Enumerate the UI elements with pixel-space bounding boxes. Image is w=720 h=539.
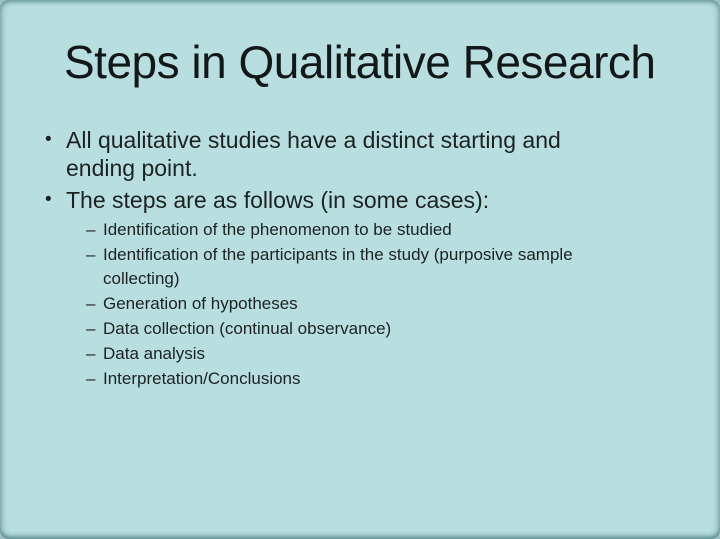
dash-icon: – [86,319,96,338]
dash-icon: – [86,369,96,388]
bullet-item [45,186,690,214]
sub-bullet-item [45,317,690,341]
dash-icon: – [86,294,96,313]
sub-bullet-item [45,367,690,391]
sub-bullet-item [45,243,690,291]
dash-icon: – [86,344,96,363]
sub-bullet-text: Identification of the phenomenon to be studied [103,220,452,239]
sub-bullet-item [45,342,690,366]
sub-bullet-text: Data analysis [103,344,206,363]
bullet-icon: • [45,189,52,210]
bullet-item [45,126,690,182]
sub-bullet-text: Interpretation/Conclusions [103,369,301,388]
bullet-list [45,126,690,392]
sub-bullet-item [45,292,690,316]
sub-bullet-item [45,218,690,242]
bullet-text: The steps are as follows (in some cases): [66,187,490,213]
bullet-icon: • [45,129,52,150]
dash-icon: – [86,245,96,264]
dash-icon: – [86,220,96,239]
sub-bullet-text: Data collection (continual observance) [103,319,392,338]
slide-title: Steps in Qualitative Research [64,36,656,88]
bullet-text: All qualitative studies have a distinct starting and ending point. [66,127,561,181]
sub-bullet-text: Identification of the participants in the study (purposive sample collecting) [103,245,573,288]
sub-bullet-text: Generation of hypotheses [103,294,298,313]
